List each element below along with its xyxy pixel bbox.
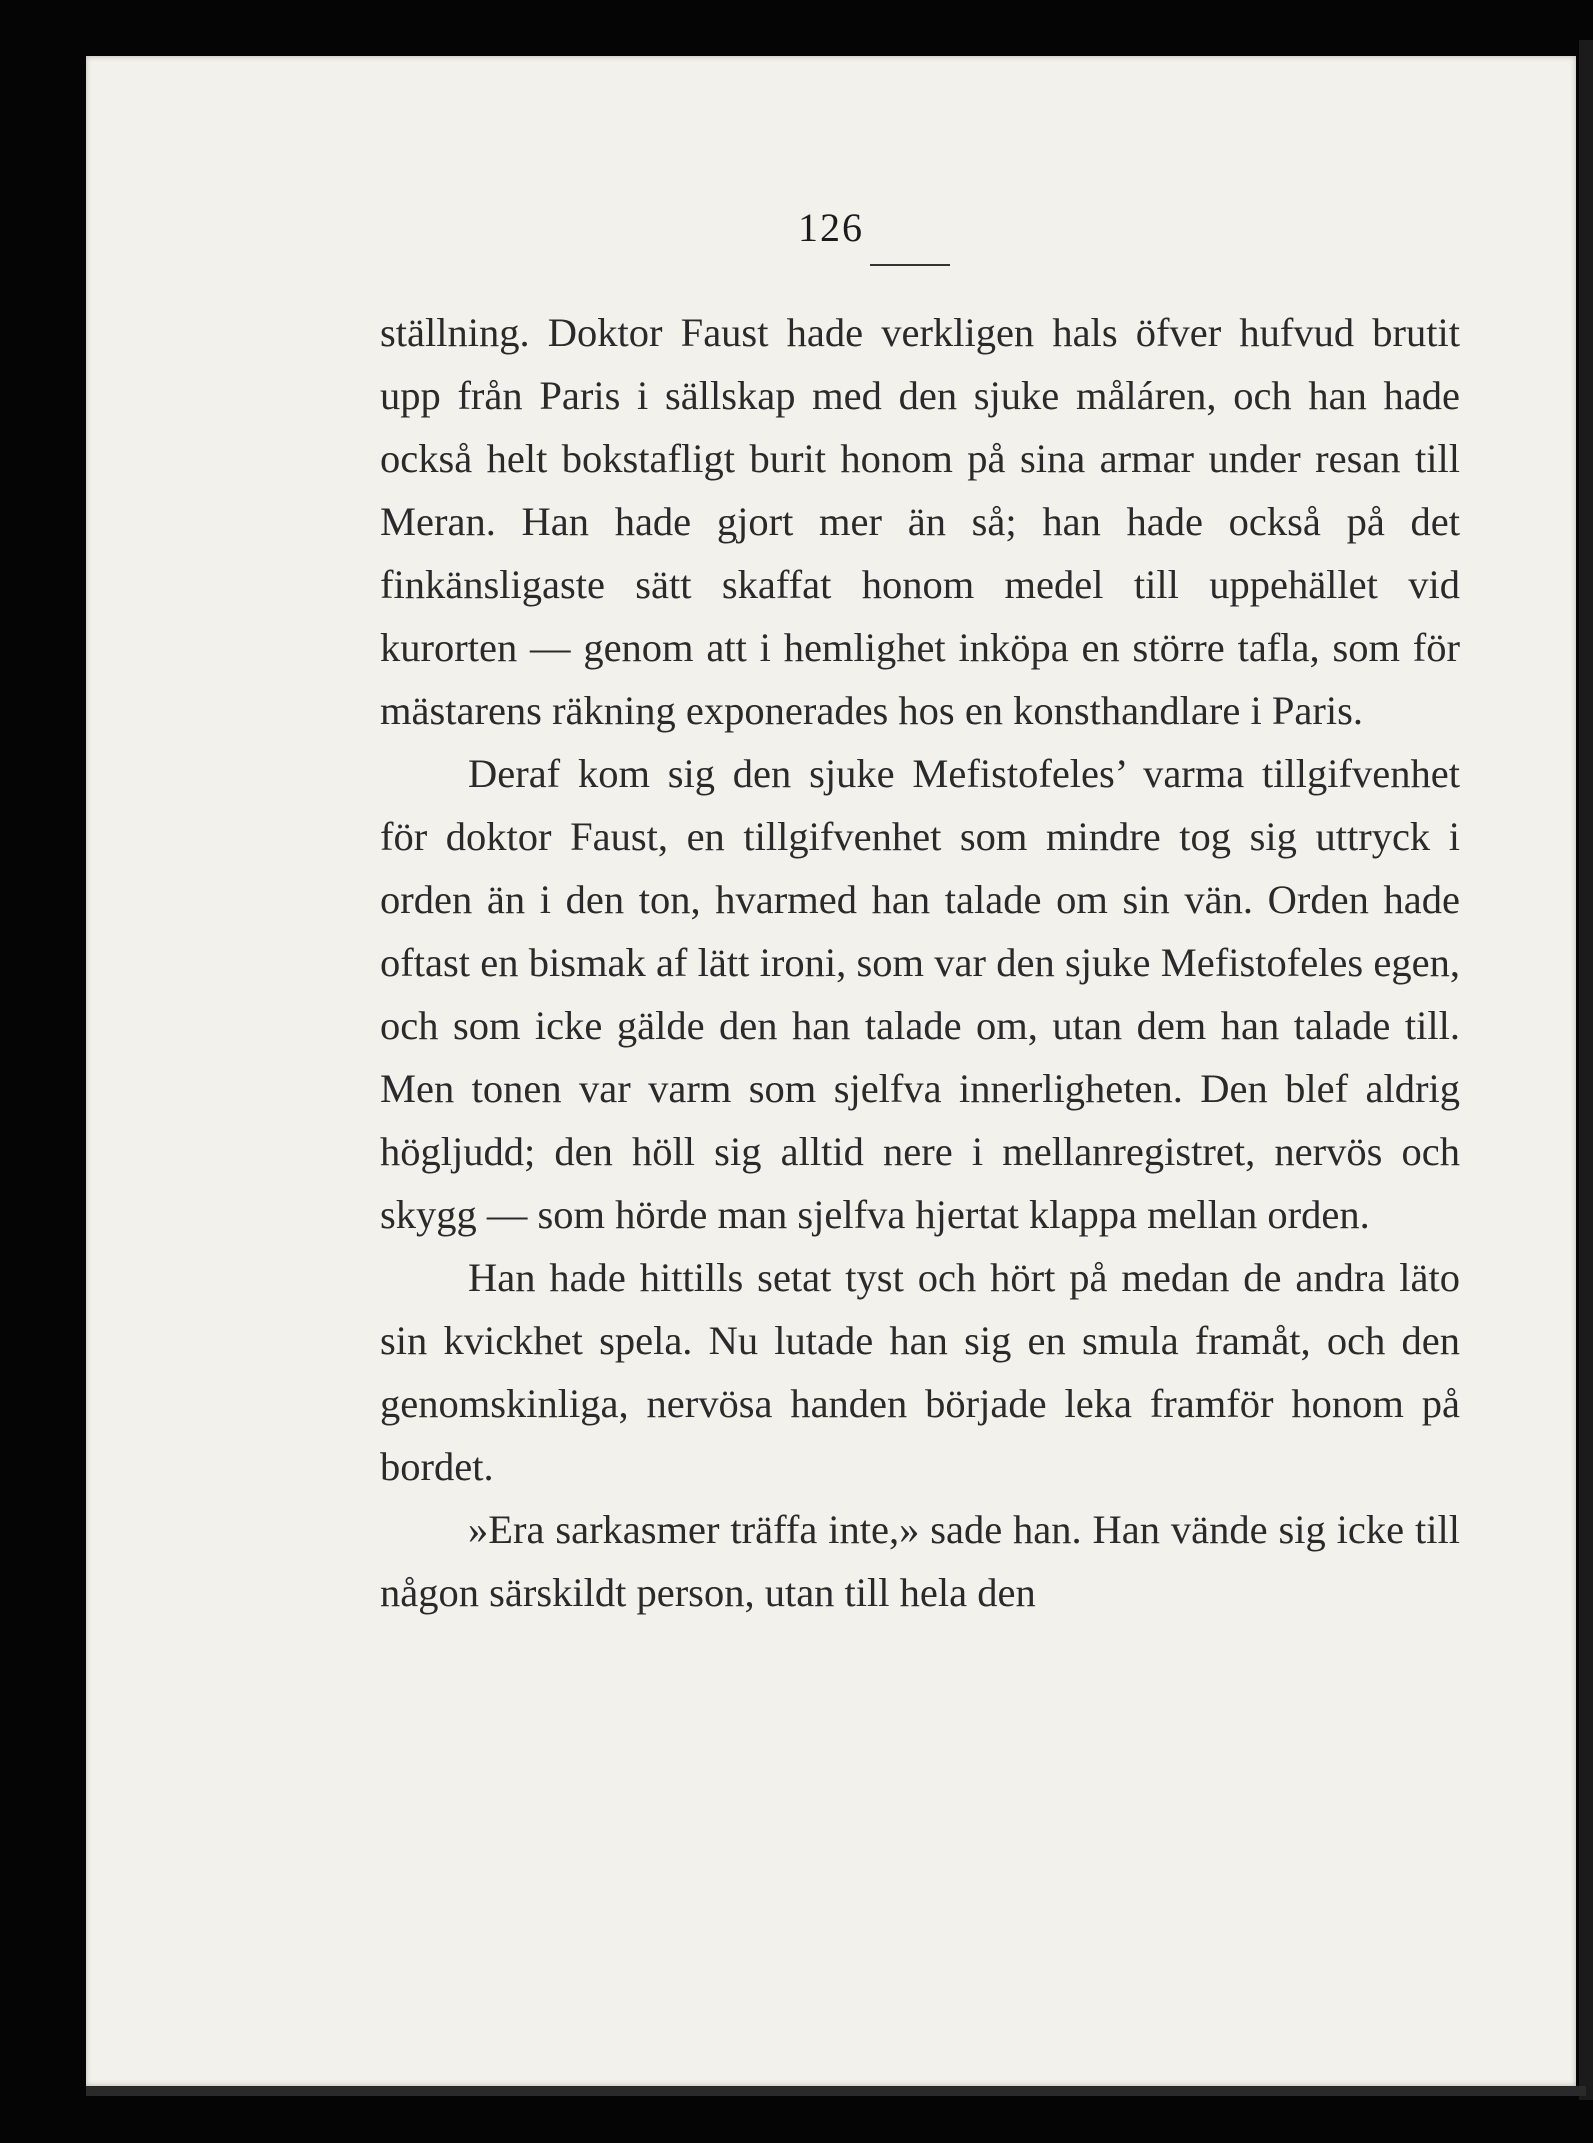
page-number-rule (870, 264, 950, 266)
body-text (380, 301, 1460, 1624)
book-page (86, 56, 1576, 2086)
page-number: 126 (798, 205, 864, 250)
paragraph-4: »Era sarkasmer träffa inte,» sade han. Han vände sig icke till någon särskildt person, utan till hela den (380, 1507, 1460, 1615)
page-edge-right (1579, 40, 1593, 2100)
page-edge-bottom (86, 2086, 1586, 2096)
paragraph-2: Deraf kom sig den sjuke Mefistofeles’ varma tillgifvenhet för doktor Faust, en tillgifvenhet som mindre tog sig uttryck i orden än i den ton, hvarmed han talade om sin vän. Orden hade oftast en bismak af lätt ironi, som var den sjuke Mefistofeles egen, och som icke gälde den han talade om, utan dem han talade till. Men tonen var varm som sjelfva innerligheten. Den blef aldrig högljudd; den höll sig alltid nere i mellanregistret, nervös och skygg — som hörde man sjelfva hjertat klappa mellan orden. (380, 751, 1460, 1237)
paragraph-1: ställning. Doktor Faust hade verkligen hals öfver hufvud brutit upp från Paris i sällskap med den sjuke måláren, och han hade också helt bokstafligt burit honom på sina armar under resan till Meran. Han hade gjort mer än så; han hade också på det finkänsligaste sätt skaffat honom medel till uppehället vid kurorten — genom att i hemlighet inköpa en större tafla, som för mästarens räkning exponerades hos en konsthandlare i Paris. (380, 310, 1460, 733)
paragraph-3: Han hade hittills setat tyst och hört på medan de andra läto sin kvickhet spela. Nu lutade han sig en smula framåt, och den genomskinliga, nervösa handen började leka framför honom på bordet. (380, 1255, 1460, 1489)
